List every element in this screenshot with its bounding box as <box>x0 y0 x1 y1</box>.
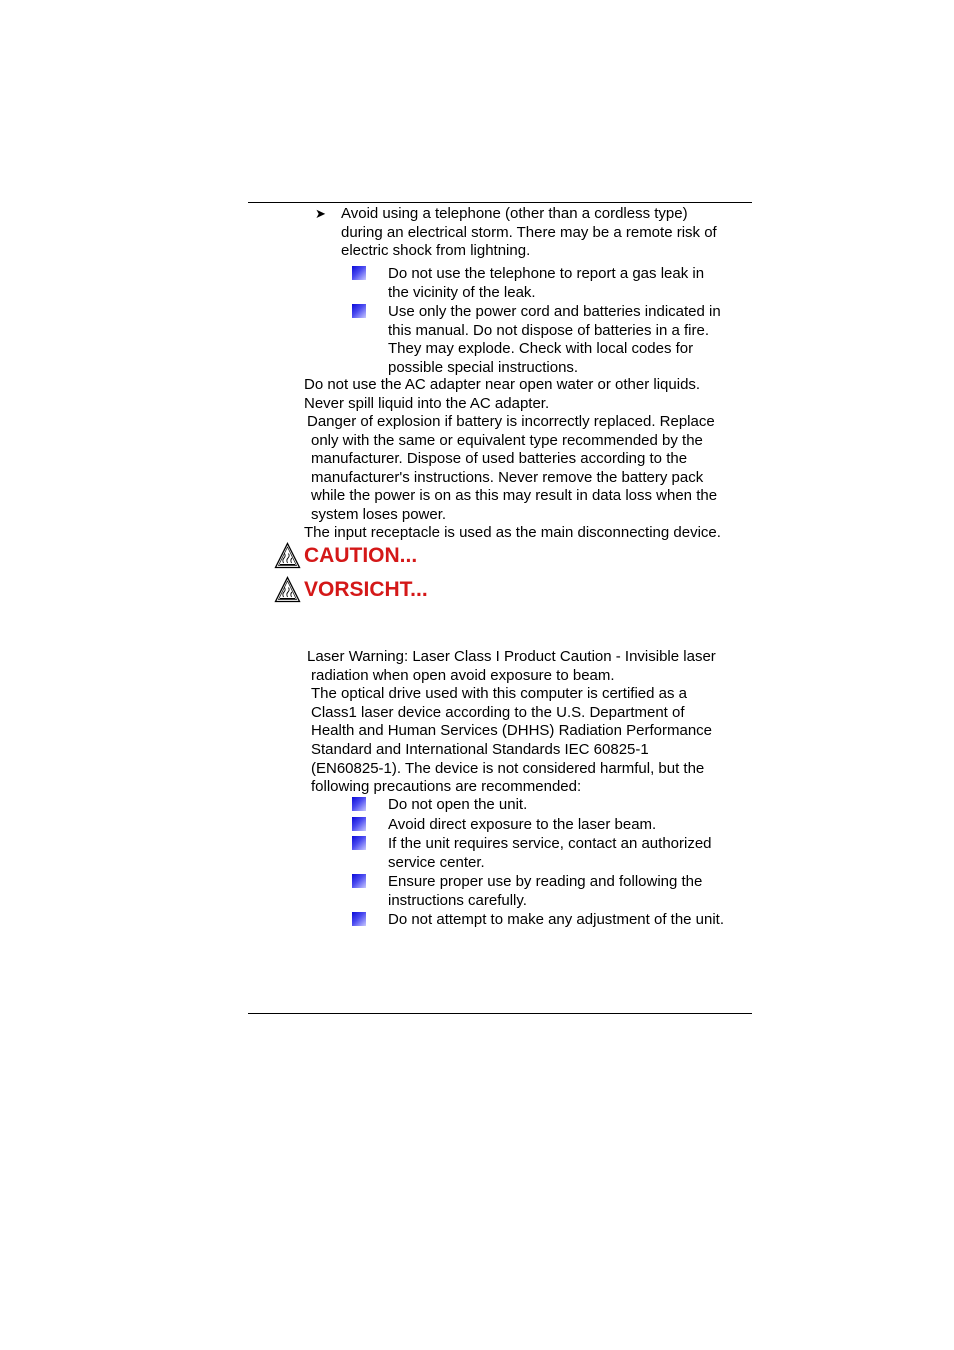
gas-leak-item <box>388 265 704 302</box>
laser-precaution-item <box>388 873 702 910</box>
text-line: Danger of explosion if battery is incorrectly replaced. Replace <box>307 413 715 430</box>
text-line: Avoid using a telephone (other than a cordless type) <box>341 205 688 222</box>
text-line: Ensure proper use by reading and following the <box>388 873 703 890</box>
text-line: Class1 laser device according to the U.S. Department of <box>311 703 685 721</box>
square-bullet-icon <box>352 797 366 811</box>
text-line: If the unit requires service, contact an authorized <box>388 835 712 852</box>
hot-surface-warning-icon <box>274 542 301 569</box>
text-line: system loses power. <box>311 505 447 523</box>
power-cord-item <box>388 303 721 377</box>
text-line: only with the same or equivalent type recommended by the <box>311 431 703 449</box>
ac-adapter-paragraph <box>304 376 700 413</box>
text-line: electric shock from lightning. <box>341 242 531 260</box>
text-line: The optical drive used with this computer is certified as a <box>311 685 688 703</box>
square-bullet-icon <box>352 817 366 831</box>
text-line: Health and Human Services (DHHS) Radiation Performance <box>311 722 713 740</box>
vorsicht-heading <box>274 576 428 603</box>
square-bullet-icon <box>352 836 366 850</box>
text-line: possible special instructions. <box>388 358 579 376</box>
text-line: The input receptacle is used as the main disconnecting device. <box>304 524 721 541</box>
text-line: manufacturer's instructions. Never remove the battery pack <box>311 468 704 486</box>
top-rule <box>248 202 752 203</box>
text-line: while the power is on as this may result in data loss when the <box>311 487 718 505</box>
text-line: during an electrical storm. There may be a remote risk of <box>341 223 717 241</box>
text-line: Avoid direct exposure to the laser beam. <box>388 816 657 833</box>
battery-paragraph <box>307 413 717 525</box>
laser-precaution-item <box>388 835 712 872</box>
laser-warning-paragraph <box>307 648 716 797</box>
caution-label: CAUTION... <box>304 543 418 567</box>
text-line: (EN60825-1). The device is not considered harmful, but the <box>311 759 705 777</box>
bottom-rule <box>248 1013 752 1014</box>
text-line: They may explode. Check with local codes for <box>388 340 694 358</box>
square-bullet-icon <box>352 266 366 280</box>
square-bullet-icon <box>352 912 366 926</box>
arrow-bullet-icon: ➤ <box>315 206 326 221</box>
text-line: Standard and International Standards IEC 60825-1 <box>311 740 649 758</box>
hot-surface-warning-icon <box>274 576 301 603</box>
input-receptacle-paragraph <box>304 524 721 543</box>
telephone-warning-item <box>341 205 717 261</box>
text-line: Do not attempt to make any adjustment of the unit. <box>388 911 725 928</box>
text-line: instructions carefully. <box>388 891 527 909</box>
text-line: Use only the power cord and batteries indicated in <box>388 303 721 320</box>
text-line: this manual. Do not dispose of batteries in a fire. <box>388 321 710 339</box>
text-line: Do not use the AC adapter near open water or other liquids. <box>304 376 701 393</box>
text-line: radiation when open avoid exposure to beam. <box>311 666 615 684</box>
text-line: Never spill liquid into the AC adapter. <box>304 394 550 412</box>
caution-heading <box>274 542 417 569</box>
square-bullet-icon <box>352 874 366 888</box>
text-line: manufacturer. Dispose of used batteries according to the <box>311 450 688 468</box>
text-line: Do not use the telephone to report a gas leak in <box>388 265 705 282</box>
text-line: Laser Warning: Laser Class I Product Caution - Invisible laser <box>307 648 716 665</box>
text-line: following precautions are recommended: <box>311 778 582 796</box>
square-bullet-icon <box>352 304 366 318</box>
laser-precaution-item <box>388 911 724 930</box>
text-line: service center. <box>388 853 485 871</box>
laser-precaution-item <box>388 796 527 815</box>
text-line: Do not open the unit. <box>388 796 528 813</box>
text-line: the vicinity of the leak. <box>388 283 536 301</box>
laser-precaution-item <box>388 816 656 835</box>
vorsicht-label: VORSICHT... <box>304 577 428 601</box>
